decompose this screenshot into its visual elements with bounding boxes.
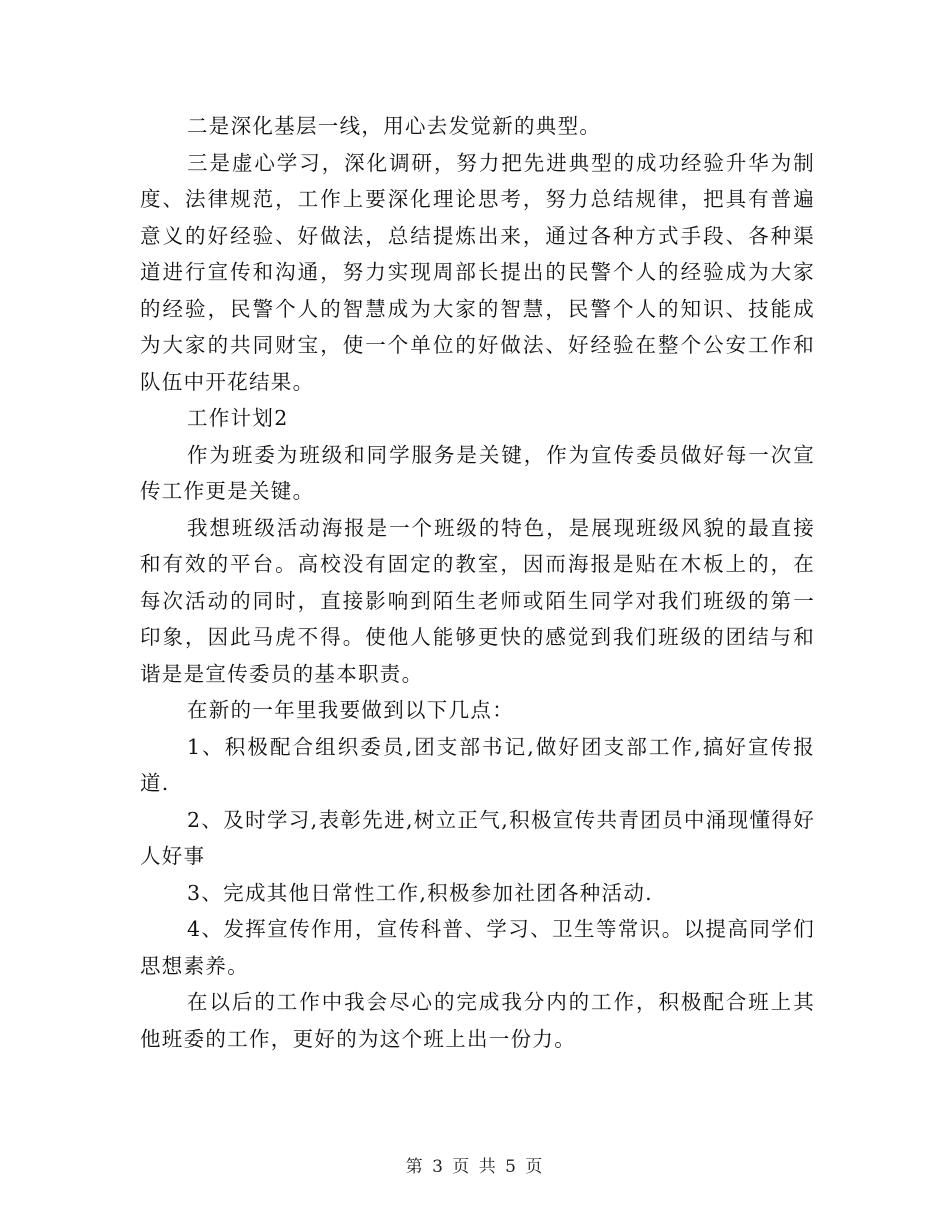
document-body bbox=[140, 108, 815, 1057]
list-item-1: 1、积极配合组织委员,团支部书记,做好团支部工作,搞好宣传报道. bbox=[140, 734, 815, 795]
page-number-footer: 第 3 页 共 5 页 bbox=[405, 1157, 545, 1177]
paragraph-deepen-grassroots: 二是深化基层一线，用心去发觉新的典型。 bbox=[187, 114, 602, 138]
list-item-4: 4、发挥宣传作用，宣传科普、学习、卫生等常识。以提高同学们思想素养。 bbox=[140, 917, 815, 978]
paragraph-closing: 在以后的工作中我会尽心的完成我分内的工作，积极配合班上其他班委的工作，更好的为这个班上出一份力。 bbox=[140, 990, 815, 1051]
list-item-3: 3、完成其他日常性工作,积极参加社团各种活动. bbox=[187, 880, 653, 905]
paragraph-humble-study: 三是虚心学习，深化调研，努力把先进典型的成功经验升华为制度、法律规范，工作上要深化理论思考，努力总结规律，把具有普遍意义的好经验、好做法，总结提炼出来，通过各种方式手段、各种渠道进行宣传和沟通，努力实现周部长提出的民警个人的经验成为大家的经验，民警个人的智慧成为大家的智慧，民警个人的知识、技能成为大家的共同财宝，使一个单位的好做法、好经验在整个公安工作和队伍中开花结果。 bbox=[140, 150, 815, 394]
list-item-2: 2、及时学习,表彰先进,树立正气,积极宣传共青团员中涌现懂得好人好事 bbox=[140, 807, 815, 868]
paragraph-class-posters: 我想班级活动海报是一个班级的特色，是展现班级风貌的最直接和有效的平台。高校没有固定的教室，因而海报是贴在木板上的，在每次活动的同时，直接影响到陌生老师或陌生同学对我们班级的第一印象，因此马虎不得。使他人能够更快的感觉到我们班级的团结与和谐是是宣传委员的基本职责。 bbox=[140, 515, 815, 686]
paragraph-class-committee-role: 作为班委为班级和同学服务是关键，作为宣传委员做好每一次宣传工作更是关键。 bbox=[140, 442, 815, 503]
section-heading-work-plan-2: 工作计划2 bbox=[187, 406, 289, 430]
paragraph-new-year-goals: 在新的一年里我要做到以下几点： bbox=[187, 698, 514, 722]
